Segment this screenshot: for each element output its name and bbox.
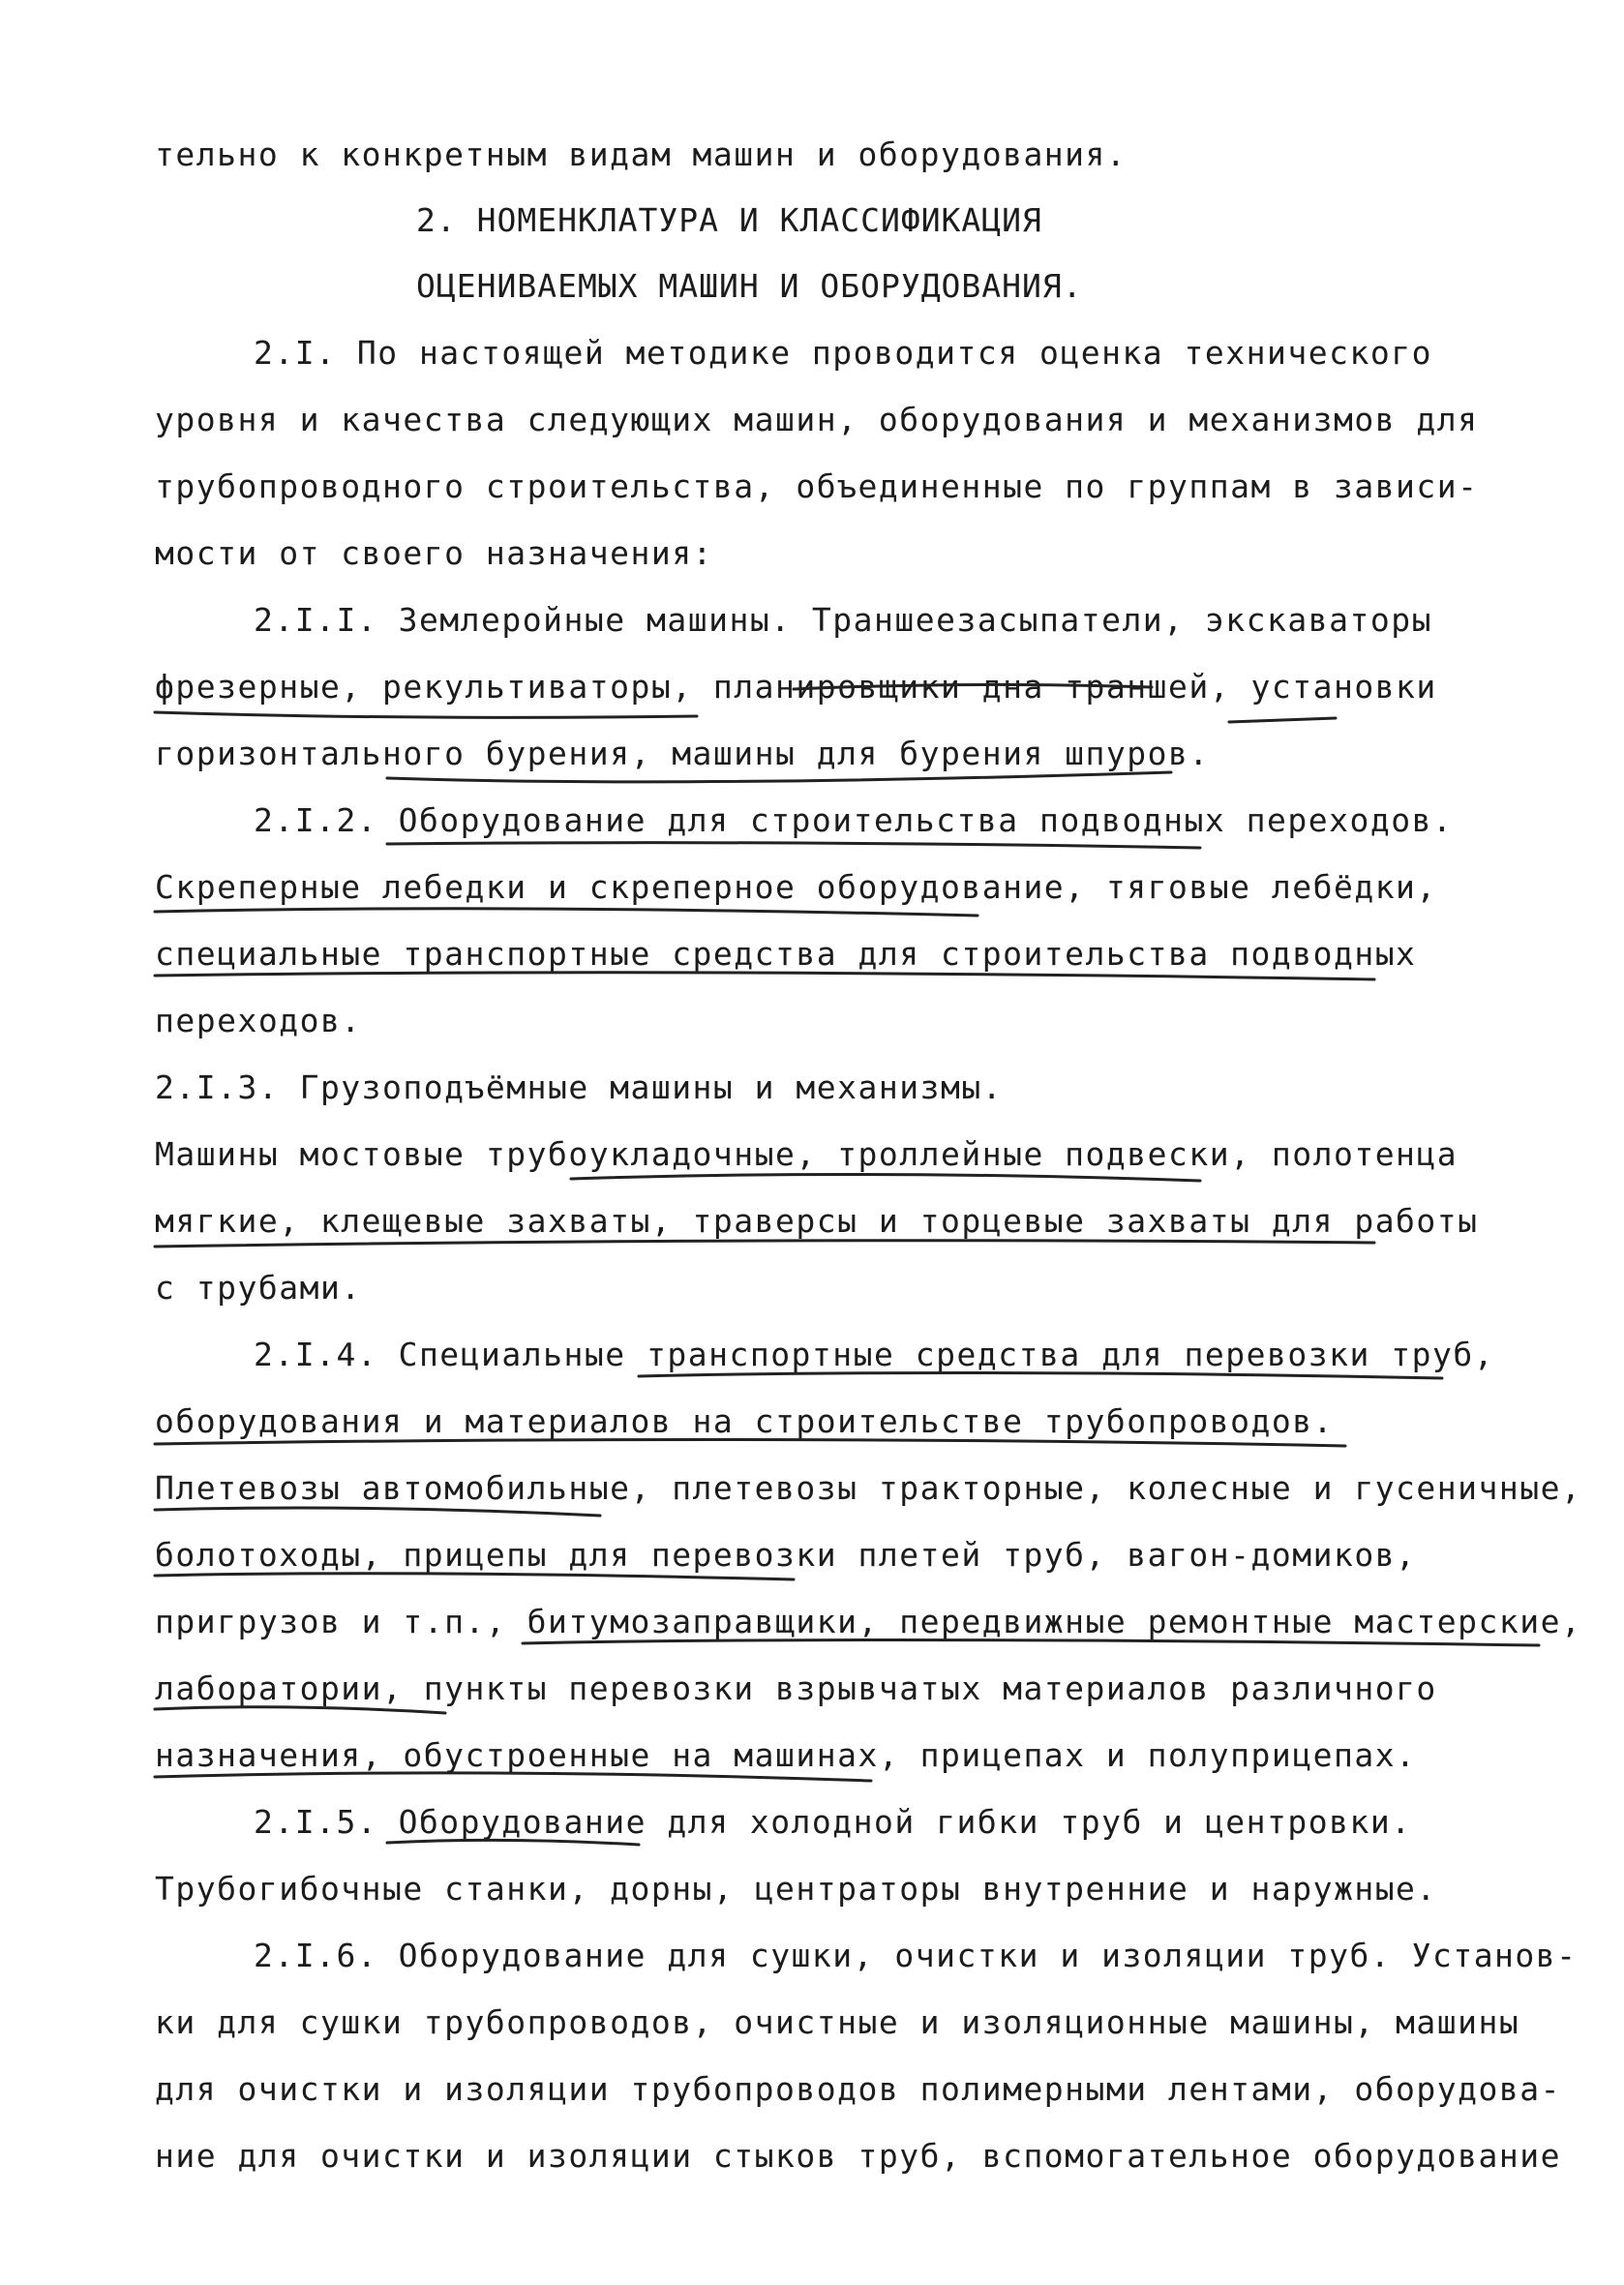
text-line: трубопроводного строительства, объединенные по группам в зависи-: [155, 467, 1479, 505]
underline-stroke: [155, 1508, 600, 1516]
text-line: Машины мостовые трубоукладочные, троллейные подвески, полотенца: [155, 1135, 1459, 1173]
text-line: тельно к конкретным видам машин и оборудования.: [155, 135, 1128, 173]
text-line: 2.I.2. Оборудование для строительства подводных переходов.: [254, 801, 1454, 839]
underline-stroke: [387, 772, 1171, 782]
text-line: горизонтального бурения, машины для бурения шпуров.: [155, 735, 1210, 772]
underline-stroke: [387, 843, 1200, 848]
text-line: болотоходы, прицепы для перевозки плетей труб, вагон-домиков,: [155, 1536, 1417, 1574]
underline-stroke: [155, 909, 977, 916]
text-line: мости от своего назначения:: [155, 534, 713, 572]
text-line: Скреперные лебедки и скреперное оборудование, тяговые лебёдки,: [155, 868, 1437, 906]
text-line: Плетевозы автомобильные, плетевозы тракторные, колесные и гусеничные,: [155, 1469, 1582, 1507]
section-heading-line-1: 2. НОМЕНКЛАТУРА И КЛАССИФИКАЦИЯ: [416, 201, 1042, 239]
underline-stroke: [571, 1174, 1200, 1181]
text-line: 2.I.I. Землеройные машины. Траншеезасыпатели, экскаваторы: [254, 601, 1432, 639]
text-line: 2.I.4. Специальные транспортные средства для перевозки труб,: [254, 1336, 1495, 1373]
text-line: оборудования и материалов на строительстве трубопроводов.: [155, 1402, 1334, 1440]
text-line: пригрузов и т.п., битумозаправщики, передвижные ремонтные мастерские,: [155, 1603, 1582, 1640]
text-line: ки для сушки трубопроводов, очистные и изоляционные машины, машины: [155, 2003, 1520, 2041]
underline-stroke: [155, 1241, 1374, 1247]
text-line: мягкие, клещевые захваты, траверсы и торцевые захваты для работы: [155, 1202, 1479, 1240]
text-line: ние для очистки и изоляции стыков труб, вспомогательное оборудование: [155, 2137, 1562, 2175]
text-line: 2.I.5. Оборудование для холодной гибки труб и центровки.: [254, 1803, 1412, 1841]
text-line: переходов.: [155, 1002, 362, 1039]
text-line: специальные транспортные средства для строительства подводных: [155, 935, 1417, 973]
text-line: Трубогибочные станки, дорны, центраторы внутренние и наружные.: [155, 1870, 1437, 1908]
underline-stroke: [155, 712, 1336, 722]
text-line: уровня и качества следующих машин, оборудования и механизмов для: [155, 401, 1479, 438]
text-line: 2.I.6. Оборудование для сушки, очистки и изоляции труб. Установ-: [254, 1937, 1578, 1974]
text-line: фрезерные, рекультиваторы, планировщики дна траншей, установки: [155, 668, 1437, 706]
text-line: для очистки и изоляции трубопроводов полимерными лентами, оборудова-: [155, 2070, 1562, 2108]
section-heading-line-2: ОЦЕНИВАЕМЫХ МАШИН И ОБОРУДОВАНИЯ.: [416, 267, 1083, 305]
text-line: 2.I.3. Грузоподъёмные машины и механизмы.: [155, 1068, 1004, 1106]
text-line: с трубами.: [155, 1269, 362, 1307]
text-line: назначения, обустроенные на машинах, прицепах и полуприцепах.: [155, 1736, 1417, 1774]
text-line: 2.I. По настоящей методике проводится оценка технического: [254, 334, 1432, 372]
text-line: лаборатории, пункты перевозки взрывчатых материалов различного: [155, 1669, 1437, 1707]
